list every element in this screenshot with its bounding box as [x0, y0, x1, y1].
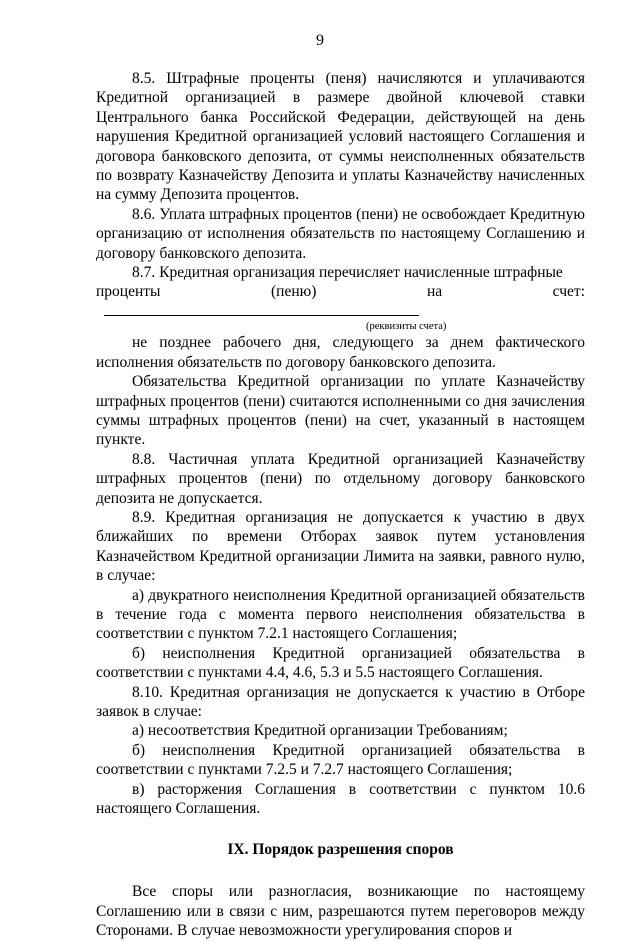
paragraph-8-6: 8.6. Уплата штрафных процентов (пени) не освобождает Кредитную организацию от исполнения обязательств по настоящему Соглашению и договору банковского депозита.	[96, 205, 585, 262]
paragraph-disputes: Все споры или разногласия, возникающие по настоящему Соглашению или в связи с ним, разрешаются путем переговоров между Сторонами. В случае невозможности урегулирования споров и	[96, 883, 585, 940]
paragraph-8-10-a: а) несоответствия Кредитной организации Требованиям;	[132, 722, 508, 740]
account-details-blank	[104, 302, 419, 316]
paragraph-8-10-b: б) неисполнения Кредитной организацией обязательства в соответствии с пунктами 7.2.5 и 7.2.7 настоящего Соглашения;	[96, 741, 585, 779]
paragraph-8-7: 8.7. Кредитная организация перечисляет начисленные штрафные	[132, 264, 563, 282]
account-line	[96, 282, 585, 321]
paragraph-8-9-b: б) неисполнения Кредитной организацией обязательства в соответствии с пунктами 4.4, 4.6, 5.3 и 5.5 настоящего Соглашения.	[96, 644, 585, 682]
section-heading: IX. Порядок разрешения споров	[227, 841, 454, 859]
document-body	[96, 69, 585, 941]
account-details-caption: (реквизиты счета)	[366, 321, 447, 333]
paragraph-8-9-a: а) двукратного неисполнения Кредитной организацией обязательств в течение года с момента первого неисполнения обязательства в соответствии с пунктом 7.2.1 настоящего Соглашения;	[96, 586, 585, 643]
paragraph-8-5: 8.5. Штрафные проценты (пеня) начисляются и уплачиваются Кредитной организацией в размере двойной ключевой ставки Центрального банка Российской Федерации, действующей на день нарушения Кредитной организацией условий настоящего Соглашения и договора банковского депозита, от суммы неисполненных обязательств по возврату Казначейству Депозита и уплаты Казначейству начисленных на сумму Депозита процентов.	[96, 70, 585, 204]
page-number: 9	[316, 32, 324, 49]
account-line-prefix: проценты (пеню) на счет:	[96, 283, 585, 301]
paragraph-8-10: 8.10. Кредитная организация не допускается к участию в Отборе заявок в случае:	[96, 683, 585, 720]
paragraph-8-9: 8.9. Кредитная организация не допускается к участию в двух ближайших по времени Отборах заявок путем установления Казначейством Кредитной организации Лимита на заявки, равного нулю, в случае:	[96, 508, 585, 585]
paragraph-8-10-v: в) расторжения Соглашения в соответствии с пунктом 10.6 настоящего Соглашения.	[96, 780, 585, 818]
paragraph-8-8: 8.8. Частичная уплата Кредитной организацией Казначейству штрафных процентов (пени) по отдельному договору банковского депозита не допускается.	[96, 450, 585, 507]
paragraph-obligations-fulfilled: Обязательства Кредитной организации по уплате Казначейству штрафных процентов (пени) считаются исполненными со дня зачисления суммы штрафных процентов (пени) на счет, указанный в настоящем пункте.	[96, 373, 585, 449]
paragraph-deadline: не позднее рабочего дня, следующего за днем фактического исполнения обязательств по договору банковского депозита.	[96, 334, 585, 371]
